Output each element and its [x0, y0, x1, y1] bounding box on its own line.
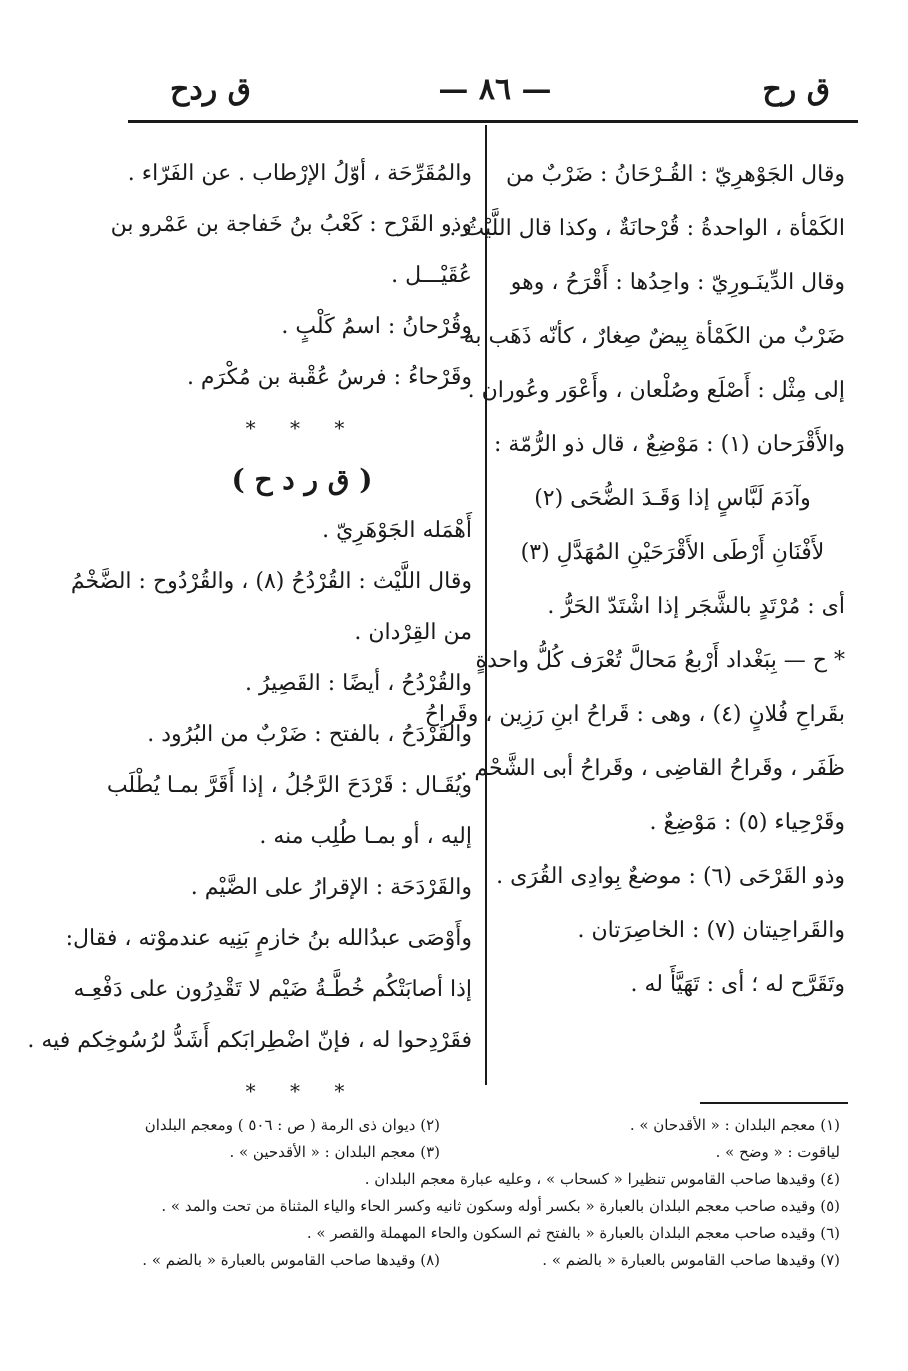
text-line: وقَرْحِياء (٥) : مَوْضِعٌ .	[649, 810, 845, 835]
text-line: ويُقَـال : قَرْدَحَ الرَّجُلُ ، إذا أَقَرَّ بمـا يُطْلَب	[106, 773, 472, 798]
text-line: والمُقَرِّحَة ، أوّلُ الإرْطاب . عن الفَرّاء .	[127, 161, 472, 186]
footnote: (٣) معجم البلدان : « الأقدحين » .	[229, 1143, 440, 1161]
text-line: وتَقَرَّح له ؛ أى : تَهَيَّأَ له .	[630, 972, 845, 997]
running-head-root-right: ق رح	[762, 72, 830, 107]
footnote-row	[120, 1139, 840, 1166]
footnote: (٤) وقيدها صاحب القاموس تنظيرا « كسحاب » ، وعليه عبارة معجم البلدان .	[364, 1170, 840, 1188]
footnote: (٥) وقيده صاحب معجم البلدان بالعبارة « بكسر أوله وسكون ثانيه وكسر الحاء والياء المثناة من تحت والمد » .	[161, 1197, 840, 1215]
text-line: والقَرْدَحَة : الإقرارُ على الضَّيْم .	[190, 875, 472, 900]
verse-line: لأَفْنَانِ أَرْطَى الأَقْرَحَيْنِ المُهَدَّلِ (٣)	[520, 540, 825, 565]
footnote: (١) معجم البلدان : « الأقدحان » .	[629, 1116, 840, 1134]
footnotes	[120, 1112, 840, 1274]
text-line: إذا أصابَتْكُم خُطَّـةُ ضَيْم لا تَقْدِرُون على دَفْعِـه	[73, 977, 472, 1002]
text-line: وذو القَرْحَى (٦) : موضعٌ بِوادِى القُرَى .	[496, 864, 845, 889]
text-line: والقَراحِيتان (٧) : الخاصِرَتان .	[577, 918, 845, 943]
entry-heading: ( ق ر د ح )	[231, 463, 373, 496]
text-line: ظَفَر ، وقَراحُ القاضِى ، وقَراحُ أبى الشَّحْم .	[460, 756, 845, 781]
text-line: والقُرْدُحُ ، أيضًا : القَصِيرُ .	[245, 671, 472, 696]
text-line: ضَرْبٌ من الكَمْأة بِيضٌ صِغارٌ ، كأنّه ذَهَب به	[463, 324, 845, 349]
text-line: وقال الجَوْهرِيّ : القُـرْحَانُ : ضَرْبٌ من	[505, 162, 845, 187]
column-divider	[485, 125, 487, 1085]
footnote-rule	[700, 1102, 848, 1104]
running-head-root-left: ق ردح	[170, 72, 251, 107]
text-line: فقَرْدِحوا له ، فإنّ اضْطِرابَكم أَشَدُّ لرُسُوخِكم فيه .	[27, 1028, 472, 1053]
text-line: * ح — بِبَغْداد أَرْبعُ مَحالَّ تُعْرَف كُلُّ واحدةٍ	[475, 648, 845, 673]
text-line: إلى مِثْل : أَصْلَع وصُلْعان ، وأَعْوَر وعُوران .	[467, 378, 845, 403]
footnote-row	[120, 1193, 840, 1220]
footnote: (٨) وقيدها صاحب القاموس بالعبارة « بالضم » .	[142, 1251, 440, 1269]
text-line: وقُرْحانُ : اسمُ كَلْبٍ .	[281, 314, 472, 339]
section-separator: * * *	[245, 1079, 359, 1103]
text-line: بقَراحِ فُلانٍ (٤) ، وهى : قَراحُ ابنِ رَزِين ، وقَراحُ	[424, 702, 845, 727]
text-line: الكَمْأة ، الواحدةُ : قُرْحانَةٌ ، وكذا قال اللَّيْثُ .	[449, 216, 845, 241]
text-line: أى : مُرْتَدٍ بالشَّجَر إذا اشْتَدّ الحَرُّ .	[547, 594, 845, 619]
text-line: وقال الدِّينَـورِيّ : واحِدُها : أَقْرَحُ ، وهو	[510, 270, 845, 295]
text-line: وذو القَرْح : كَعْبُ بنُ خَفاجة بن عَمْرو بن	[110, 212, 472, 237]
footnote-row	[120, 1247, 840, 1274]
verse-line: وآدَمَ لَبَّاسٍ إذا وَقَـدَ الضُّحَى (٢)	[534, 486, 811, 511]
running-head	[130, 70, 860, 116]
footnote: (٧) وقيدها صاحب القاموس بالعبارة « بالضم » .	[542, 1251, 840, 1269]
page-number: — ٨٦ —	[438, 72, 552, 107]
text-line: من القِرْدان .	[354, 620, 472, 645]
text-line: وقال اللَّيْث : القُرْدُحُ (٨) ، والقُرْدُوح : الضَّخْمُ	[70, 569, 472, 594]
text-line: وقَرْحاءُ : فرسُ عُقْبة بن مُكْرَم .	[186, 365, 472, 390]
footnote: لياقوت : « وضح » .	[715, 1143, 840, 1161]
section-separator: * * *	[245, 416, 359, 440]
footnote-row	[120, 1220, 840, 1247]
footnote: (٢) ديوان ذى الرمة ( ص : ٥٠٦ ) ومعجم البلدان	[144, 1116, 440, 1134]
left-column	[27, 148, 472, 1117]
text-line: والأَقْرَحان (١) : مَوْضِعٌ ، قال ذو الرُّمّة :	[494, 432, 845, 457]
text-line: والقَرْدَحُ ، بالفتح : ضَرْبٌ من البُرُود .	[147, 722, 472, 747]
footnote-row	[120, 1166, 840, 1193]
footnote-row	[120, 1112, 840, 1139]
text-line: وأَوْصَى عبدُالله بنُ خازمٍ بَنِيه عندموْته ، فقال:	[65, 926, 472, 951]
text-line: عُقَيْـــل .	[391, 263, 472, 288]
footnote: (٦) وقيده صاحب معجم البلدان بالعبارة « بالفتح ثم السكون والحاء المهملة والقصر » .	[306, 1224, 840, 1242]
text-line: أَهْمَله الجَوْهَرِيّ .	[322, 518, 472, 543]
header-rule	[128, 120, 858, 123]
text-line: إليه ، أو بمـا طُلِب منه .	[259, 824, 472, 849]
